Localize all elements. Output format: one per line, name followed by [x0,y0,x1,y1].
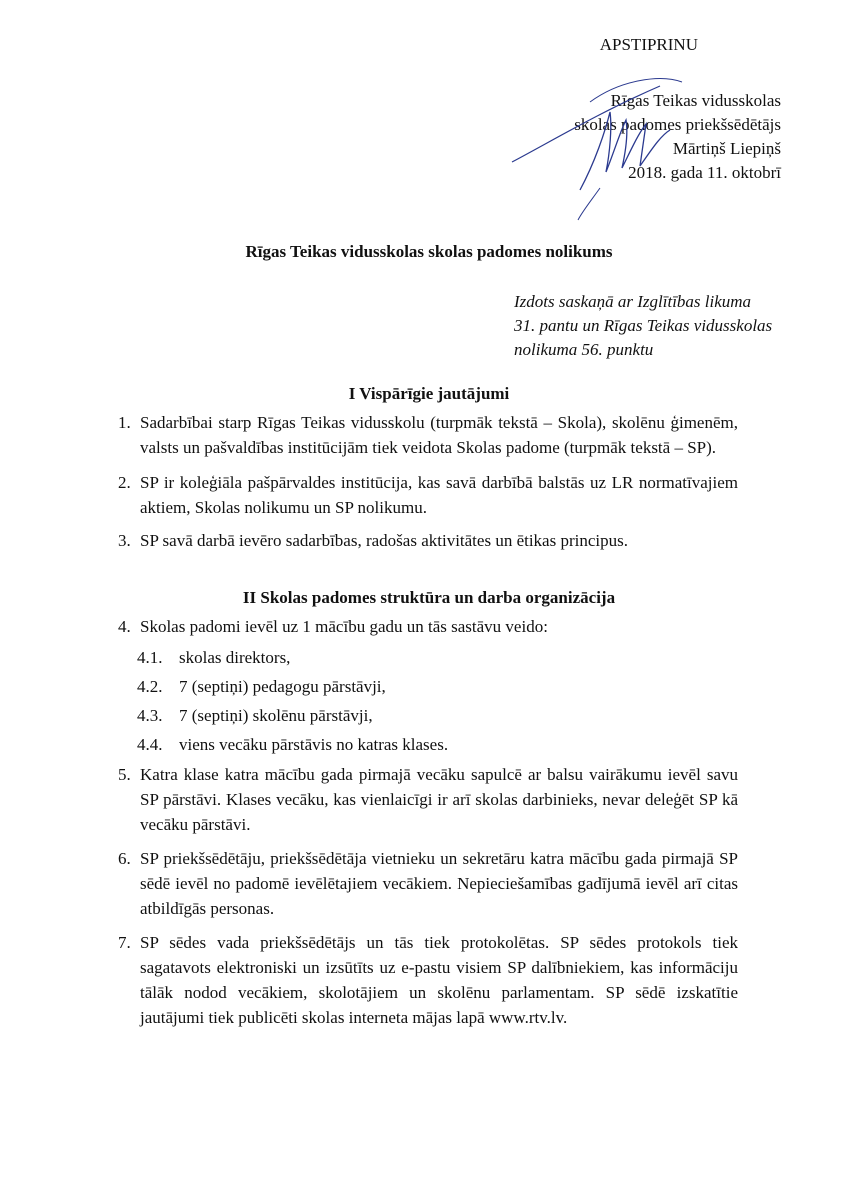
sub-item-number: 4.4. [137,735,163,754]
item-text: Skolas padomi ievēl uz 1 mācību gadu un tās sastāvu veido: [140,617,548,636]
item-text: Katra klase katra mācību gada pirmajā vecāku sapulcē ar balsu vairākumu ievēl savu SP pārstāvi. Klases vecāku, kas vienlaicīgi ir arī skolas darbinieks, nevar deleģēt SP kā vecāku pārstāvi. [140,765,738,834]
item-number: 4. [118,617,131,636]
issued-note [514,290,772,362]
list-item [118,846,738,921]
sub-item [137,703,373,728]
item-text: SP ir koleģiāla pašpārvaldes institūcija, kas savā darbībā balstās uz LR normatīvajiem aktiem, Skolas nolikumu un SP nolikumu. [140,473,738,517]
item-number: 5. [118,765,131,784]
sub-item [137,645,290,670]
list-item [118,614,738,639]
item-text: SP sēdes vada priekšsēdētājs un tās tiek protokolētas. SP sēdes protokols tiek sagatavots elektroniski un izsūtīts uz e-pastu visiem SP dalībniekiem, kas informāciju tālāk nodod vecākiem, skolotājiem un skolēnu parlamentam. SP sēdē izskatītie jautājumi tiek publicēti skolas interneta mājas lapā www.rtv.lv. [140,933,738,1027]
sub-item [137,732,448,757]
issued-line: nolikuma 56. punktu [514,340,654,359]
list-item [118,930,738,1030]
item-number: 2. [118,473,131,492]
sub-item-text: skolas direktors, [179,648,291,667]
section-title: II Skolas padomes struktūra un darba organizācija [242,588,616,607]
item-text: Sadarbībai starp Rīgas Teikas vidusskolu (turpmāk tekstā – Skola), skolēnu ģimenēm, valsts un pašvaldības institūcijām tiek veidota Skolas padome (turpmāk tekstā – SP). [140,413,738,457]
approval-role: skolas padomes priekšsēdētājs [574,115,781,134]
list-item [118,762,738,837]
item-number: 1. [118,413,131,432]
sub-item-text: 7 (septiņi) pedagogu pārstāvji, [179,677,386,696]
approval-school: Rīgas Teikas vidusskolas [610,91,781,110]
item-text: SP savā darbā ievēro sadarbības, radošas aktivitātes un ētikas principus. [140,531,628,550]
item-number: 3. [118,531,131,550]
list-item [118,528,738,553]
document-title: Rīgas Teikas vidusskolas skolas padomes nolikums [245,242,613,261]
sub-item-text: 7 (septiņi) skolēnu pārstāvji, [179,706,373,725]
approval-heading: APSTIPRINU [599,35,698,54]
issued-line: Izdots saskaņā ar Izglītības likuma [514,292,752,311]
list-item [118,470,738,520]
item-number: 7. [118,933,131,952]
sub-item [137,674,386,699]
handwritten-signature [510,72,690,222]
item-text: SP priekšsēdētāju, priekšsēdētāja vietnieku un sekretāru katra mācību gada pirmajā SP sēdē ievēl no padomē ievēlētajiem vecākiem. Nepieciešamības gadījumā ievēl arī citas atbildīgās personas. [140,849,738,918]
list-item [118,410,738,460]
section-title: I Vispārīgie jautājumi [348,384,510,403]
item-number: 6. [118,849,131,868]
sub-item-number: 4.1. [137,648,163,667]
sub-item-number: 4.2. [137,677,163,696]
issued-line: 31. pantu un Rīgas Teikas vidusskolas [514,316,773,335]
approval-name: Mārtiņš Liepiņš [672,139,781,158]
sub-item-text: viens vecāku pārstāvis no katras klases. [179,735,449,754]
approval-date: 2018. gada 11. oktobrī [628,163,781,182]
sub-item-number: 4.3. [137,706,163,725]
